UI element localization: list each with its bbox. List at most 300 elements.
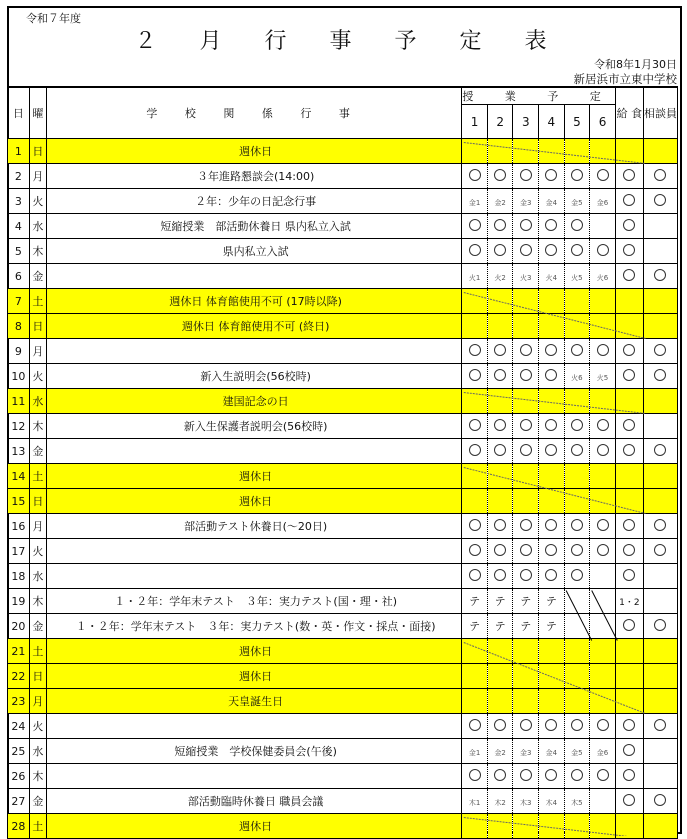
period-cell: [487, 264, 513, 289]
day-cell: 19: [8, 589, 30, 614]
period-cell: [487, 814, 513, 839]
class-held-mark: [597, 419, 609, 431]
event-cell: 週休日: [47, 489, 462, 514]
schedule-swap-mark: 火1: [468, 273, 481, 282]
period-cell: [590, 164, 616, 189]
lunch-mark: [623, 244, 635, 256]
lunch-mark: [623, 719, 635, 731]
class-held-mark: [494, 244, 506, 256]
class-held-mark: [469, 244, 481, 256]
period-cell: [539, 239, 565, 264]
period-cell: [539, 564, 565, 589]
period-cell: [590, 139, 616, 164]
period-cell: [590, 614, 616, 639]
class-held-mark: [571, 244, 583, 256]
schedule-swap-mark: 火5: [571, 273, 583, 282]
table-row: [8, 139, 678, 164]
period-cell: [462, 464, 488, 489]
counselor-cell: [643, 814, 677, 839]
period-cell: [539, 689, 565, 714]
weekday-cell: 火: [29, 714, 46, 739]
day-cell: 8: [8, 314, 30, 339]
period-cell: [564, 714, 590, 739]
table-row: [8, 764, 678, 789]
period-cell: [564, 314, 590, 339]
counselor-mark: [654, 519, 666, 531]
class-held-mark: [469, 769, 481, 781]
class-held-mark: [469, 719, 481, 731]
class-held-mark: [494, 219, 506, 231]
schedule-swap-mark: 木4: [545, 798, 558, 807]
period-cell: [564, 514, 590, 539]
period-cell: [564, 739, 590, 764]
schedule-swap-mark: 金2: [494, 198, 506, 207]
period-cell: [590, 639, 616, 664]
class-held-mark: [545, 569, 557, 581]
period-cell: [462, 564, 488, 589]
period-cell: [539, 814, 565, 839]
event-cell: [47, 539, 462, 564]
counselor-cell: [643, 289, 677, 314]
period-cell: [539, 289, 565, 314]
counselor-cell: [643, 539, 677, 564]
lunch-cell: [615, 789, 643, 814]
period-cell: [564, 814, 590, 839]
counselor-cell: [643, 139, 677, 164]
period-cell: [539, 339, 565, 364]
period-cell: [513, 389, 539, 414]
period-cell: [487, 364, 513, 389]
period-cell: [487, 139, 513, 164]
period-cell: [564, 339, 590, 364]
table-row: [8, 464, 678, 489]
period-cell: [513, 764, 539, 789]
table-row: [8, 739, 678, 764]
schedule-swap-mark: 金6: [596, 198, 609, 207]
school-name: 新居浜市立東中学校: [573, 72, 677, 86]
header-counselor: 相談員: [643, 87, 677, 139]
counselor-cell: [643, 639, 677, 664]
schedule-swap-mark: 金2: [494, 748, 506, 757]
lunch-cell: [615, 514, 643, 539]
table-row: [8, 814, 678, 839]
lunch-cell: [615, 814, 643, 839]
schedule-swap-mark: 金4: [545, 198, 558, 207]
weekday-cell: 火: [29, 189, 46, 214]
header-period-3: 3: [513, 105, 539, 139]
table-row: [8, 539, 678, 564]
weekday-cell: 日: [29, 664, 46, 689]
counselor-cell: [643, 314, 677, 339]
day-cell: 6: [8, 264, 30, 289]
schedule-swap-mark: 木1: [468, 798, 481, 807]
class-held-mark: [520, 519, 532, 531]
class-held-mark: [469, 419, 481, 431]
class-held-mark: [469, 169, 481, 181]
class-held-mark: [494, 719, 506, 731]
event-cell: 短縮授業 学校保健委員会(午後): [47, 739, 462, 764]
period-cell: [487, 189, 513, 214]
counselor-cell: [643, 564, 677, 589]
counselor-cell: [643, 489, 677, 514]
event-cell: [47, 264, 462, 289]
period-cell: [487, 314, 513, 339]
table-row: [8, 414, 678, 439]
period-cell: [513, 164, 539, 189]
period-cell: [564, 239, 590, 264]
counselor-cell: [643, 364, 677, 389]
weekday-cell: 水: [29, 389, 46, 414]
class-held-mark: [520, 419, 532, 431]
period-cell: [513, 814, 539, 839]
period-cell: [462, 664, 488, 689]
weekday-cell: 木: [29, 764, 46, 789]
class-held-mark: [597, 169, 609, 181]
period-cell: [462, 264, 488, 289]
period-cell: [513, 189, 539, 214]
class-held-mark: [469, 569, 481, 581]
table-row: [8, 589, 678, 614]
period-cell: [539, 414, 565, 439]
class-held-mark: [571, 419, 583, 431]
event-cell: 部活動テスト休養日(～20日): [47, 514, 462, 539]
class-held-mark: [494, 169, 506, 181]
event-cell: 部活動臨時休養日 職員会議: [47, 789, 462, 814]
event-cell: 週休日: [47, 639, 462, 664]
day-cell: 4: [8, 214, 30, 239]
schedule-swap-mark: 金3: [520, 748, 532, 757]
period-cell: [539, 639, 565, 664]
period-cell: [564, 214, 590, 239]
counselor-cell: [643, 714, 677, 739]
period-cell: [487, 789, 513, 814]
schedule-swap-mark: 火2: [494, 273, 506, 282]
period-cell: [564, 139, 590, 164]
class-held-mark: [469, 544, 481, 556]
class-held-mark: [545, 769, 557, 781]
period-cell: [564, 164, 590, 189]
lunch-cell: [615, 414, 643, 439]
period-cell: [513, 689, 539, 714]
period-cell: [513, 139, 539, 164]
weekday-cell: 金: [29, 789, 46, 814]
lunch-mark: [623, 419, 635, 431]
period-cell: [539, 314, 565, 339]
schedule-sheet: [7, 6, 682, 834]
day-cell: 27: [8, 789, 30, 814]
class-held-mark: [545, 219, 557, 231]
counselor-cell: [643, 739, 677, 764]
period-cell: [539, 789, 565, 814]
period-cell: [487, 164, 513, 189]
weekday-cell: 月: [29, 689, 46, 714]
lunch-cell: [615, 664, 643, 689]
period-cell: [590, 689, 616, 714]
period-cell: [462, 489, 488, 514]
table-row: [8, 639, 678, 664]
period-cell: [462, 439, 488, 464]
weekday-cell: 月: [29, 164, 46, 189]
schedule-swap-mark: 木3: [520, 798, 532, 807]
lunch-cell: [615, 639, 643, 664]
class-held-mark: [545, 369, 557, 381]
table-row: [8, 564, 678, 589]
event-cell: 建国記念の日: [47, 389, 462, 414]
test-mark: テ: [520, 595, 532, 608]
weekday-cell: 火: [29, 364, 46, 389]
weekday-cell: 木: [29, 414, 46, 439]
period-cell: [539, 739, 565, 764]
counselor-mark: [654, 719, 666, 731]
lunch-cell: [615, 139, 643, 164]
class-held-mark: [545, 719, 557, 731]
period-cell: [564, 464, 590, 489]
fiscal-year: 令和７年度: [26, 12, 81, 25]
lunch-cell: [615, 614, 643, 639]
period-cell: [487, 214, 513, 239]
day-cell: 15: [8, 489, 30, 514]
period-cell: [590, 564, 616, 589]
class-held-mark: [571, 344, 583, 356]
period-cell: [513, 639, 539, 664]
class-held-mark: [469, 344, 481, 356]
weekday-cell: 土: [29, 639, 46, 664]
event-cell: 週休日 体育館使用不可 (17時以降): [47, 289, 462, 314]
test-mark: テ: [494, 620, 506, 633]
period-cell: [539, 714, 565, 739]
lunch-mark: [623, 269, 635, 281]
counselor-cell: [643, 614, 677, 639]
event-cell: [47, 339, 462, 364]
counselor-cell: [643, 664, 677, 689]
class-held-mark: [520, 244, 532, 256]
table-row: [8, 514, 678, 539]
period-cell: [487, 414, 513, 439]
day-cell: 20: [8, 614, 30, 639]
period-cell: [462, 614, 488, 639]
period-cell: [462, 589, 488, 614]
lunch-cell: [615, 439, 643, 464]
event-cell: 週休日: [47, 814, 462, 839]
class-held-mark: [494, 419, 506, 431]
period-cell: [462, 364, 488, 389]
lunch-mark: [623, 794, 635, 806]
period-cell: [564, 439, 590, 464]
class-held-mark: [520, 769, 532, 781]
period-cell: [539, 514, 565, 539]
period-cell: [590, 464, 616, 489]
header-weekday: 曜: [29, 87, 46, 139]
lunch-cell: [615, 264, 643, 289]
period-cell: [539, 139, 565, 164]
test-mark: テ: [469, 595, 481, 608]
counselor-cell: [643, 389, 677, 414]
lunch-mark: [623, 344, 635, 356]
day-cell: 9: [8, 339, 30, 364]
class-held-mark: [520, 169, 532, 181]
header-day: 日: [8, 87, 30, 139]
test-mark: テ: [494, 595, 506, 608]
event-cell: [47, 764, 462, 789]
period-cell: [487, 514, 513, 539]
period-cell: [513, 414, 539, 439]
class-held-mark: [571, 169, 583, 181]
lunch-mark: [623, 219, 635, 231]
counselor-cell: [643, 189, 677, 214]
period-cell: [513, 339, 539, 364]
period-cell: [564, 689, 590, 714]
period-cell: [513, 364, 539, 389]
period-cell: [590, 664, 616, 689]
counselor-mark: [654, 194, 666, 206]
period-cell: [487, 389, 513, 414]
period-cell: [590, 364, 616, 389]
period-cell: [513, 739, 539, 764]
period-cell: [462, 714, 488, 739]
period-cell: [539, 489, 565, 514]
class-held-mark: [545, 544, 557, 556]
counselor-mark: [654, 794, 666, 806]
class-held-mark: [469, 444, 481, 456]
event-cell: 週休日 体育館使用不可 (終日): [47, 314, 462, 339]
period-cell: [487, 689, 513, 714]
day-cell: 25: [8, 739, 30, 764]
schedule-swap-mark: 木5: [571, 798, 583, 807]
day-cell: 16: [8, 514, 30, 539]
event-cell: 週休日: [47, 464, 462, 489]
day-cell: 7: [8, 289, 30, 314]
period-cell: [513, 664, 539, 689]
header-lunch: 給 食: [615, 87, 643, 139]
lunch-cell: [615, 739, 643, 764]
class-held-mark: [494, 544, 506, 556]
period-cell: [513, 439, 539, 464]
period-cell: [590, 414, 616, 439]
schedule-swap-mark: 火3: [520, 273, 532, 282]
event-cell: １・２年：学年末テスト ３年：実力テスト(数・英・作文・採点・面接): [47, 614, 462, 639]
day-cell: 21: [8, 639, 30, 664]
lunch-mark: [623, 569, 635, 581]
counselor-cell: [643, 689, 677, 714]
period-cell: [513, 789, 539, 814]
lunch-cell: [615, 489, 643, 514]
weekday-cell: 日: [29, 489, 46, 514]
class-held-mark: [597, 244, 609, 256]
lunch-mark: [623, 769, 635, 781]
class-held-mark: [545, 519, 557, 531]
period-cell: [564, 189, 590, 214]
counselor-cell: [643, 214, 677, 239]
table-row: [8, 689, 678, 714]
period-cell: [513, 314, 539, 339]
period-cell: [487, 239, 513, 264]
period-cell: [539, 464, 565, 489]
schedule-swap-mark: 金4: [545, 748, 558, 757]
period-cell: [539, 389, 565, 414]
class-held-mark: [494, 569, 506, 581]
period-cell: [487, 289, 513, 314]
period-cell: [539, 439, 565, 464]
schedule-table: [7, 86, 678, 839]
class-held-mark: [571, 444, 583, 456]
period-cell: [487, 589, 513, 614]
day-cell: 1: [8, 139, 30, 164]
test-mark: テ: [545, 620, 557, 633]
day-cell: 14: [8, 464, 30, 489]
weekday-cell: 木: [29, 239, 46, 264]
lunch-cell: [615, 389, 643, 414]
period-cell: [590, 514, 616, 539]
lunch-cell: [615, 464, 643, 489]
period-cell: [564, 564, 590, 589]
event-cell: [47, 439, 462, 464]
period-cell: [487, 489, 513, 514]
lunch-cell: [615, 339, 643, 364]
period-cell: [539, 214, 565, 239]
table-row: [8, 439, 678, 464]
class-held-mark: [545, 419, 557, 431]
period-cell: [564, 389, 590, 414]
period-cell: [590, 764, 616, 789]
table-row: [8, 339, 678, 364]
period-cell: [590, 314, 616, 339]
lunch-cell: [615, 189, 643, 214]
table-row: [8, 664, 678, 689]
day-cell: 5: [8, 239, 30, 264]
class-held-mark: [545, 169, 557, 181]
period-cell: [590, 789, 616, 814]
event-cell: [47, 564, 462, 589]
class-held-mark: [597, 519, 609, 531]
counselor-cell: [643, 789, 677, 814]
lunch-cell: [615, 164, 643, 189]
period-cell: [564, 264, 590, 289]
period-cell: [462, 189, 488, 214]
event-cell: ２年：少年の日記念行事: [47, 189, 462, 214]
weekday-cell: 日: [29, 139, 46, 164]
lunch-cell: [615, 689, 643, 714]
test-mark: テ: [520, 620, 532, 633]
lunch-cell: [615, 289, 643, 314]
class-held-mark: [545, 344, 557, 356]
period-cell: [564, 764, 590, 789]
period-cell: [513, 614, 539, 639]
period-cell: [462, 414, 488, 439]
class-held-mark: [597, 444, 609, 456]
period-cell: [487, 664, 513, 689]
period-cell: [487, 639, 513, 664]
table-row: [8, 189, 678, 214]
period-cell: [564, 364, 590, 389]
counselor-mark: [654, 344, 666, 356]
day-cell: 24: [8, 714, 30, 739]
class-held-mark: [571, 719, 583, 731]
counselor-cell: [643, 439, 677, 464]
counselor-mark: [654, 169, 666, 181]
class-held-mark: [571, 769, 583, 781]
period-cell: [462, 814, 488, 839]
counselor-cell: [643, 164, 677, 189]
class-held-mark: [520, 344, 532, 356]
period-cell: [513, 239, 539, 264]
period-cell: [487, 714, 513, 739]
period-cell: [462, 164, 488, 189]
event-cell: 天皇誕生日: [47, 689, 462, 714]
period-cell: [590, 389, 616, 414]
period-cell: [487, 564, 513, 589]
class-held-mark: [597, 769, 609, 781]
class-held-mark: [571, 219, 583, 231]
